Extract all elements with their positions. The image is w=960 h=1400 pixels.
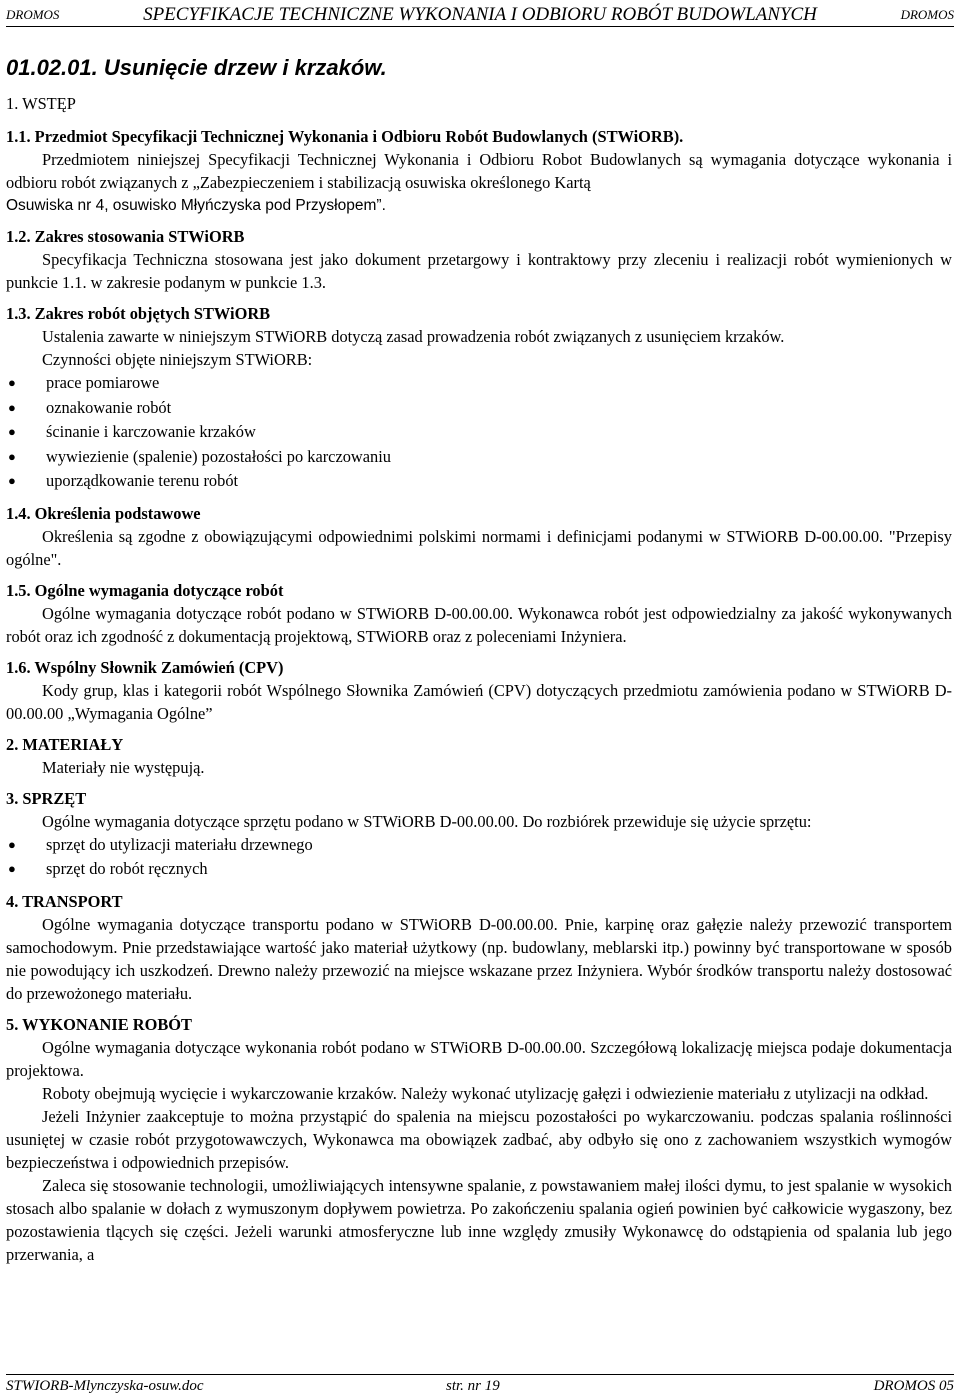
section-4-paragraph: Ogólne wymagania dotyczące transportu podano w STWiORB D-00.00.00. Pnie, karpinę oraz gałęzie należy przewozić transportem samochodowym. Pnie przedstawiające wartość jako materiał użytkowy (np. budowlany, meblarski itp.) powinny być transportowane w sposób nie powodujący ich uszkodzeń. Drewno należy przewozić na miejsce wskazane przez Inżyniera. Wybór środków transportu należy dostosować do przewożonego materiału.: [6, 914, 952, 1003]
running-footer: [6, 1374, 954, 1397]
section-5-paragraph-3: Jeżeli Inżynier zaakceptuje to można przystąpić do spalenia na miejscu pozostałości po wykarczowaniu. podczas spalania roślinności usuniętej w czasie robót przygotowawczych, Wykonawca ma obowiązek zadbać, aby odbyło się ono z zachowaniem wszystkich wymogów bezpieczeństwa i odpowiednich przepisów.: [6, 1106, 952, 1172]
section-5-paragraph-1: Ogólne wymagania dotyczące wykonania robót podano w STWiORB D-00.00.00. Szczegółową lokalizację miejsca podaje dokumentacja projektowa.: [6, 1037, 952, 1080]
section-1-4-paragraph: Określenia są zgodne z obowiązującymi odpowiednimi polskimi normami i definicjami podanymi w STWiORB D-00.00.00. "Przepisy ogólne".: [6, 526, 952, 569]
section-1-6-heading: 1.6. Wspólny Słownik Zamówień (CPV): [6, 657, 284, 677]
header-left-text: DROMOS: [6, 7, 60, 22]
list-item: ● prace pomiarowe: [6, 371, 952, 396]
footer-filename: STWIORB-Mlynczyska-osuw.doc: [6, 1378, 204, 1394]
section-3-list: [6, 833, 952, 882]
section-1-5-paragraph: Ogólne wymagania dotyczące robót podano w STWiORB D-00.00.00. Wykonawca robót jest odpowiedzialny za jakość wykonywanych robót oraz ich zgodność z dokumentacją projektową, STWiORB oraz z poleceniami Inżyniera.: [6, 603, 952, 646]
header-title: SPECYFIKACJE TECHNICZNE WYKONANIA I ODBIORU ROBÓT BUDOWLANYCH: [143, 4, 817, 25]
section-1-1-paragraph: Przedmiotem niniejszej Specyfikacji Technicznej Wykonania i Odbioru Robot Budowlanych są wymagania dotyczące wykonania i odbioru robót związanych z „Zabezpieczeniem i stabilizacją osuwiska określonego Kartą: [6, 150, 952, 192]
list-item: ● sprzęt do robót ręcznych: [6, 857, 952, 882]
section-1-4-heading: 1.4. Określenia podstawowe: [6, 503, 201, 523]
section-2-heading: 2. MATERIAŁY: [6, 734, 124, 754]
document-body: [6, 50, 952, 1266]
list-item: ● sprzęt do utylizacji materiału drzewnego: [6, 833, 952, 858]
list-item: ● oznakowanie robót: [6, 396, 952, 421]
document-title: 01.02.01. Usunięcie drzew i krzaków.: [6, 55, 387, 80]
section-5-paragraph-2: Roboty obejmują wycięcie i wykarczowanie krzaków. Należy wykonać utylizację gałęzi i odwiezienie materiału z utylizacji na odkład.: [42, 1083, 929, 1103]
section-3-paragraph: Ogólne wymagania dotyczące sprzętu podano w STWiORB D-00.00.00. Do rozbiórek przewiduje się użycie sprzętu:: [42, 811, 812, 831]
section-1-1-paragraph-cont: Osuwiska nr 4, osuwisko Młyńczyska pod Przysłopem”.: [6, 197, 386, 214]
section-4-heading: 4. TRANSPORT: [6, 891, 123, 911]
section-1-6-paragraph: Kody grup, klas i kategorii robót Wspólnego Słownika Zamówień (CPV) dotyczących przedmiotu zamówienia podano w STWiORB D-00.00.00 „Wymagania Ogólne”: [6, 680, 952, 723]
running-header: [6, 4, 954, 27]
footer-right-text: DROMOS 05: [873, 1378, 954, 1394]
section-1-5-heading: 1.5. Ogólne wymagania dotyczące robót: [6, 580, 284, 600]
section-1-2-paragraph: Specyfikacja Techniczna stosowana jest jako dokument przetargowy i kontraktowy przy zleceniu i realizacji robót wymienionych w punkcie 1.1. w zakresie podanym w punkcie 1.3.: [6, 250, 952, 292]
list-item: ● wywiezienie (spalenie) pozostałości po karczowaniu: [6, 445, 952, 470]
section-1-heading: 1. WSTĘP: [6, 94, 76, 113]
section-1-1-heading: 1.1. Przedmiot Specyfikacji Technicznej Wykonania i Odbioru Robót Budowlanych (STWiORB).: [6, 127, 684, 146]
section-3-heading: 3. SPRZĘT: [6, 788, 87, 808]
section-1-3-paragraph-2: Czynności objęte niniejszym STWiORB:: [42, 350, 313, 369]
footer-page-number: str. nr 19: [446, 1378, 500, 1394]
section-1-2-heading: 1.2. Zakres stosowania STWiORB: [6, 227, 245, 246]
header-right-text: DROMOS: [900, 7, 954, 22]
section-5-paragraph-4: Zaleca się stosowanie technologii, umożliwiających intensywne spalanie, z powstawaniem małej ilości dymu, to jest spalanie w wysokich stosach albo spalanie w dołach z wymuszonym dopływem powietrza. Po zakończeniu spalania ogień powinien być całkowicie wygaszony, bez pozostawienia tlących się części. Jeżeli warunki atmosferyczne lub inne względy zmusiły Wykonawcę do odstąpienia od spalania lub jego przerwania, a: [6, 1175, 952, 1264]
list-item: ● uporządkowanie terenu robót: [6, 469, 952, 494]
section-5-heading: 5. WYKONANIE ROBÓT: [6, 1014, 192, 1034]
section-1-3-paragraph-1: Ustalenia zawarte w niniejszym STWiORB dotyczą zasad prowadzenia robót związanych z usunięciem krzaków.: [42, 327, 785, 346]
section-2-paragraph: Materiały nie występują.: [42, 757, 205, 777]
section-1-3-list: [6, 371, 952, 494]
list-item: ● ścinanie i karczowanie krzaków: [6, 420, 952, 445]
section-1-3-heading: 1.3. Zakres robót objętych STWiORB: [6, 304, 271, 323]
